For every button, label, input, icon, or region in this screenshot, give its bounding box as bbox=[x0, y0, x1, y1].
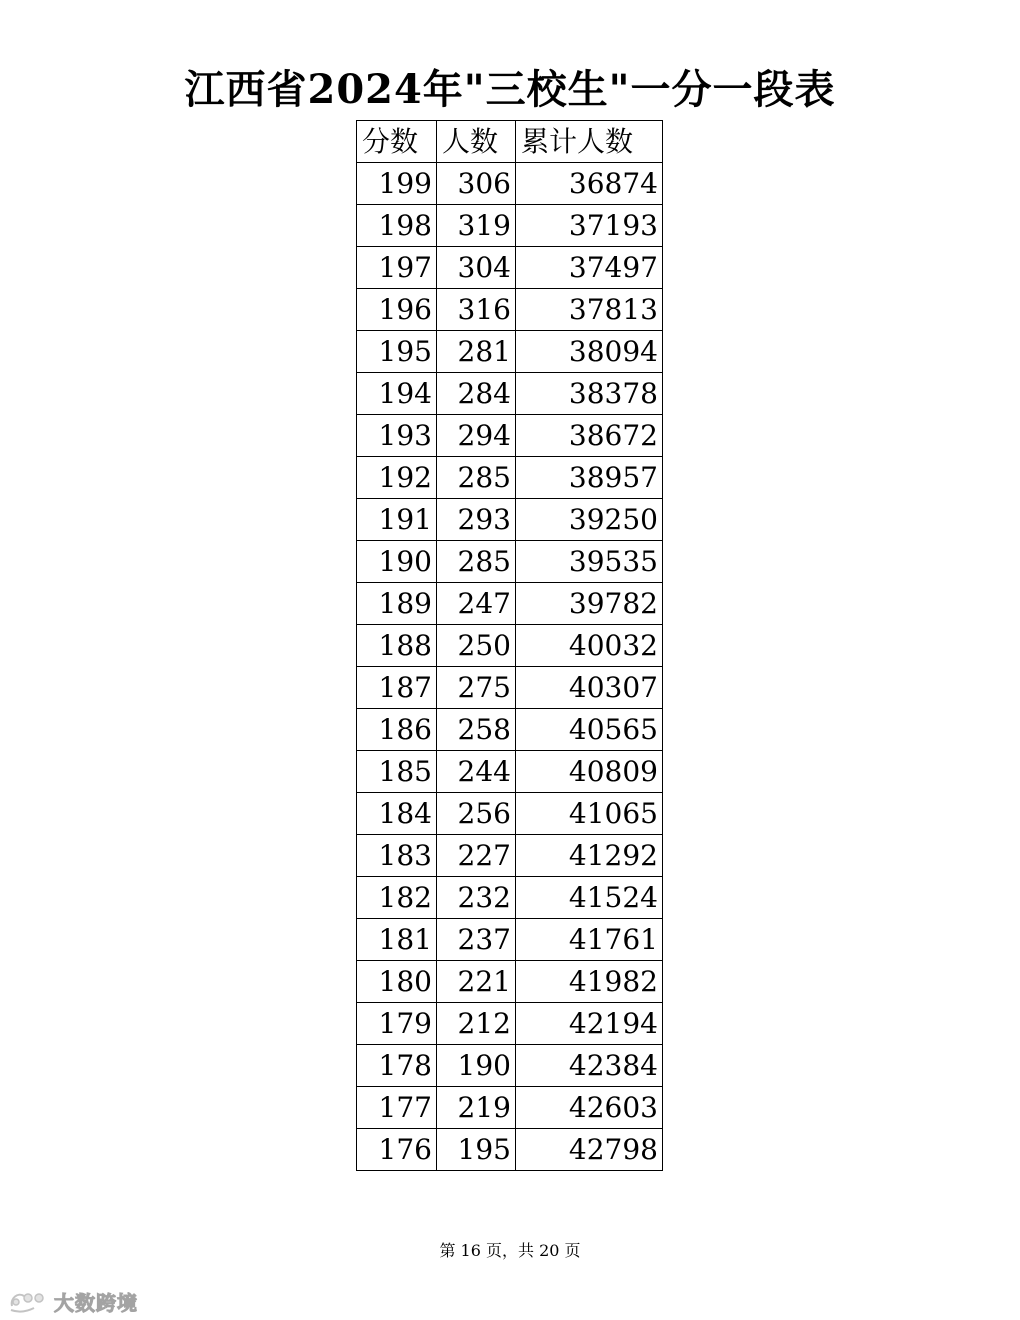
cell-score: 192 bbox=[357, 457, 437, 499]
cell-cumulative: 38672 bbox=[516, 415, 663, 457]
table-row bbox=[357, 205, 663, 247]
cell-count: 319 bbox=[437, 205, 516, 247]
cell-score: 195 bbox=[357, 331, 437, 373]
watermark-text: 大数跨境 bbox=[54, 1290, 138, 1315]
table-row bbox=[357, 709, 663, 751]
table-row bbox=[357, 1129, 663, 1171]
cell-count: 304 bbox=[437, 247, 516, 289]
cell-count: 284 bbox=[437, 373, 516, 415]
table-row bbox=[357, 877, 663, 919]
cell-score: 188 bbox=[357, 625, 437, 667]
table-row bbox=[357, 961, 663, 1003]
cell-count: 232 bbox=[437, 877, 516, 919]
cell-score: 176 bbox=[357, 1129, 437, 1171]
cell-cumulative: 38378 bbox=[516, 373, 663, 415]
cell-count: 275 bbox=[437, 667, 516, 709]
table-row bbox=[357, 835, 663, 877]
cell-score: 191 bbox=[357, 499, 437, 541]
table-row bbox=[357, 289, 663, 331]
cell-count: 195 bbox=[437, 1129, 516, 1171]
cell-cumulative: 36874 bbox=[516, 163, 663, 205]
cell-cumulative: 42798 bbox=[516, 1129, 663, 1171]
table-row bbox=[357, 541, 663, 583]
table-body bbox=[357, 163, 663, 1171]
cell-cumulative: 41292 bbox=[516, 835, 663, 877]
cell-count: 285 bbox=[437, 457, 516, 499]
cell-score: 189 bbox=[357, 583, 437, 625]
cell-count: 227 bbox=[437, 835, 516, 877]
score-distribution-table bbox=[356, 120, 663, 1171]
cell-score: 182 bbox=[357, 877, 437, 919]
cell-cumulative: 39782 bbox=[516, 583, 663, 625]
header-count: 人数 bbox=[437, 121, 516, 163]
table-row bbox=[357, 625, 663, 667]
cell-count: 237 bbox=[437, 919, 516, 961]
cell-cumulative: 42194 bbox=[516, 1003, 663, 1045]
cell-score: 177 bbox=[357, 1087, 437, 1129]
table-row bbox=[357, 1045, 663, 1087]
watermark bbox=[8, 1284, 138, 1318]
table-row bbox=[357, 457, 663, 499]
cell-score: 181 bbox=[357, 919, 437, 961]
table-row bbox=[357, 499, 663, 541]
cell-cumulative: 40809 bbox=[516, 751, 663, 793]
cell-count: 244 bbox=[437, 751, 516, 793]
table-row bbox=[357, 919, 663, 961]
cell-count: 212 bbox=[437, 1003, 516, 1045]
table-row bbox=[357, 1087, 663, 1129]
cell-count: 306 bbox=[437, 163, 516, 205]
cell-score: 193 bbox=[357, 415, 437, 457]
cell-score: 190 bbox=[357, 541, 437, 583]
cell-count: 294 bbox=[437, 415, 516, 457]
cell-count: 258 bbox=[437, 709, 516, 751]
page-footer: 第 16 页，共 20 页 bbox=[439, 1241, 581, 1260]
cell-count: 250 bbox=[437, 625, 516, 667]
table-row bbox=[357, 751, 663, 793]
cell-count: 221 bbox=[437, 961, 516, 1003]
cell-score: 183 bbox=[357, 835, 437, 877]
table-row bbox=[357, 1003, 663, 1045]
cell-score: 179 bbox=[357, 1003, 437, 1045]
cell-cumulative: 40032 bbox=[516, 625, 663, 667]
cell-cumulative: 38094 bbox=[516, 331, 663, 373]
cell-cumulative: 42603 bbox=[516, 1087, 663, 1129]
cell-cumulative: 37193 bbox=[516, 205, 663, 247]
cell-score: 199 bbox=[357, 163, 437, 205]
cell-cumulative: 41982 bbox=[516, 961, 663, 1003]
table-row bbox=[357, 331, 663, 373]
cell-count: 190 bbox=[437, 1045, 516, 1087]
cell-cumulative: 40565 bbox=[516, 709, 663, 751]
cell-cumulative: 37813 bbox=[516, 289, 663, 331]
cell-score: 187 bbox=[357, 667, 437, 709]
cell-count: 285 bbox=[437, 541, 516, 583]
cell-cumulative: 39535 bbox=[516, 541, 663, 583]
cell-score: 185 bbox=[357, 751, 437, 793]
table-row bbox=[357, 583, 663, 625]
cell-cumulative: 38957 bbox=[516, 457, 663, 499]
table-header-row bbox=[357, 121, 663, 163]
cell-score: 184 bbox=[357, 793, 437, 835]
cell-score: 194 bbox=[357, 373, 437, 415]
table-row bbox=[357, 667, 663, 709]
cell-count: 219 bbox=[437, 1087, 516, 1129]
cell-count: 316 bbox=[437, 289, 516, 331]
cell-cumulative: 40307 bbox=[516, 667, 663, 709]
cell-score: 180 bbox=[357, 961, 437, 1003]
cell-count: 247 bbox=[437, 583, 516, 625]
table-row bbox=[357, 163, 663, 205]
cell-score: 186 bbox=[357, 709, 437, 751]
table-row bbox=[357, 793, 663, 835]
header-cumulative: 累计人数 bbox=[516, 121, 663, 163]
page-title: 江西省2024年"三校生"一分一段表 bbox=[184, 66, 836, 113]
table-row bbox=[357, 373, 663, 415]
cell-score: 197 bbox=[357, 247, 437, 289]
cell-cumulative: 39250 bbox=[516, 499, 663, 541]
cell-cumulative: 42384 bbox=[516, 1045, 663, 1087]
cell-count: 293 bbox=[437, 499, 516, 541]
cell-score: 196 bbox=[357, 289, 437, 331]
cell-score: 198 bbox=[357, 205, 437, 247]
cell-count: 281 bbox=[437, 331, 516, 373]
table-row bbox=[357, 247, 663, 289]
cell-cumulative: 41524 bbox=[516, 877, 663, 919]
table-row bbox=[357, 415, 663, 457]
cell-cumulative: 41065 bbox=[516, 793, 663, 835]
cell-cumulative: 37497 bbox=[516, 247, 663, 289]
cell-score: 178 bbox=[357, 1045, 437, 1087]
cell-cumulative: 41761 bbox=[516, 919, 663, 961]
cell-count: 256 bbox=[437, 793, 516, 835]
brand-logo-icon bbox=[8, 1288, 48, 1314]
header-score: 分数 bbox=[357, 121, 437, 163]
